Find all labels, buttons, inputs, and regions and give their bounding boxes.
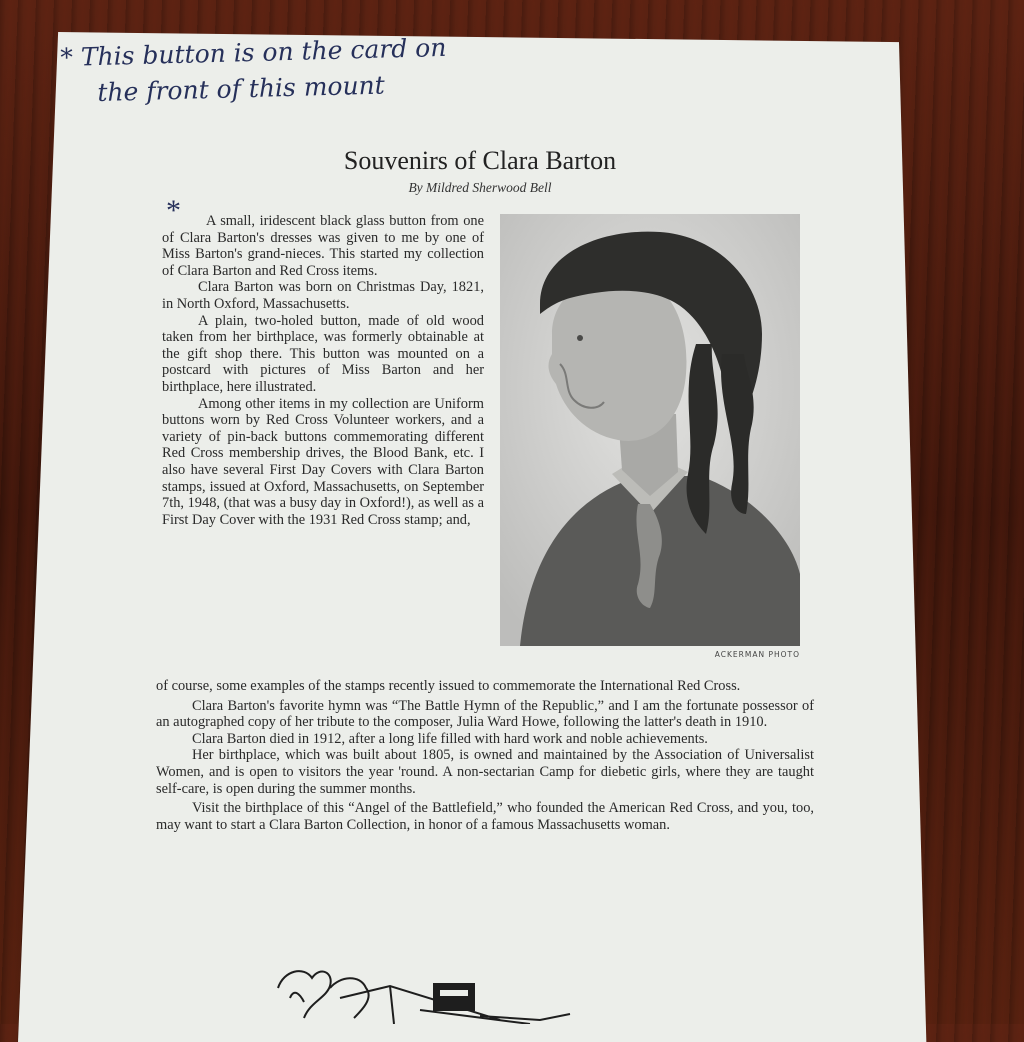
paragraph: Clara Barton was born on Christmas Day, 1821, in North Oxford, Massachusetts.: [162, 279, 484, 312]
birthplace-sketch: [270, 958, 590, 1024]
paragraph: Clara Barton's favorite hymn was “The Battle Hymn of the Republic,” and I am the fortunate possessor of an autographed copy of her tribute to the composer, Julia Ward Howe, following the latter's death in 1910.: [156, 697, 814, 731]
handwritten-note-line-2: the front of this mount: [97, 70, 386, 108]
asterisk-mark-icon: *: [166, 194, 181, 227]
paragraph: Her birthplace, which was built about 1805, is owned and maintained by the Association of Universalist Women, and is open to visitors the year 'round. A non-sectarian Camp for diebetic girls, where they are taught self-care, is open during the summer months.: [156, 747, 814, 797]
portrait-illustration: [500, 214, 800, 646]
paragraph: A small, iridescent black glass button from one of Clara Barton's dresses was given to me by one of Miss Barton's grand-nieces. This started my collection of Clara Barton and Red Cross items.: [162, 213, 484, 279]
portrait-photo: [500, 214, 800, 646]
article-title: Souvenirs of Clara Barton: [343, 146, 617, 175]
paragraph: Clara Barton died in 1912, after a long life filled with hard work and noble achievements.: [192, 730, 708, 747]
article-byline: By Mildred Sherwood Bell: [408, 180, 552, 195]
photo-credit: ACKERMAN PHOTO: [714, 650, 800, 659]
article-body-wide: [156, 678, 814, 833]
paragraph-continuation: of course, some examples of the stamps recently issued to commemorate the International Red Cross.: [156, 678, 741, 694]
paragraph: A plain, two-holed button, made of old wood taken from her birthplace, was formerly obtainable at the gift shop there. This button was mounted on a postcard with pictures of Miss Barton and her birthplace, here illustrated.: [162, 312, 484, 395]
article-column: [162, 213, 484, 528]
paragraph: Among other items in my collection are Uniform buttons worn by Red Cross Volunteer workers, and a variety of pin-back buttons commemorating different Red Cross membership drives, the Blood Bank, etc. I also have several First Day Covers with Clara Barton stamps, issued at Oxford, Massachusetts, on September 7th, 1948, (that was a busy day in Oxford!), as well as a First Day Cover with the 1931 Red Cross stamp; and,: [162, 395, 484, 528]
paragraph: Visit the birthplace of this “Angel of the Battlefield,” who founded the American Red Cross, and you, too, may want to start a Clara Barton Collection, in honor of a famous Massachusetts woman.: [156, 800, 814, 833]
handwritten-note: [60, 28, 502, 111]
handwritten-note-line-1: * This button is on the card on: [60, 32, 447, 72]
